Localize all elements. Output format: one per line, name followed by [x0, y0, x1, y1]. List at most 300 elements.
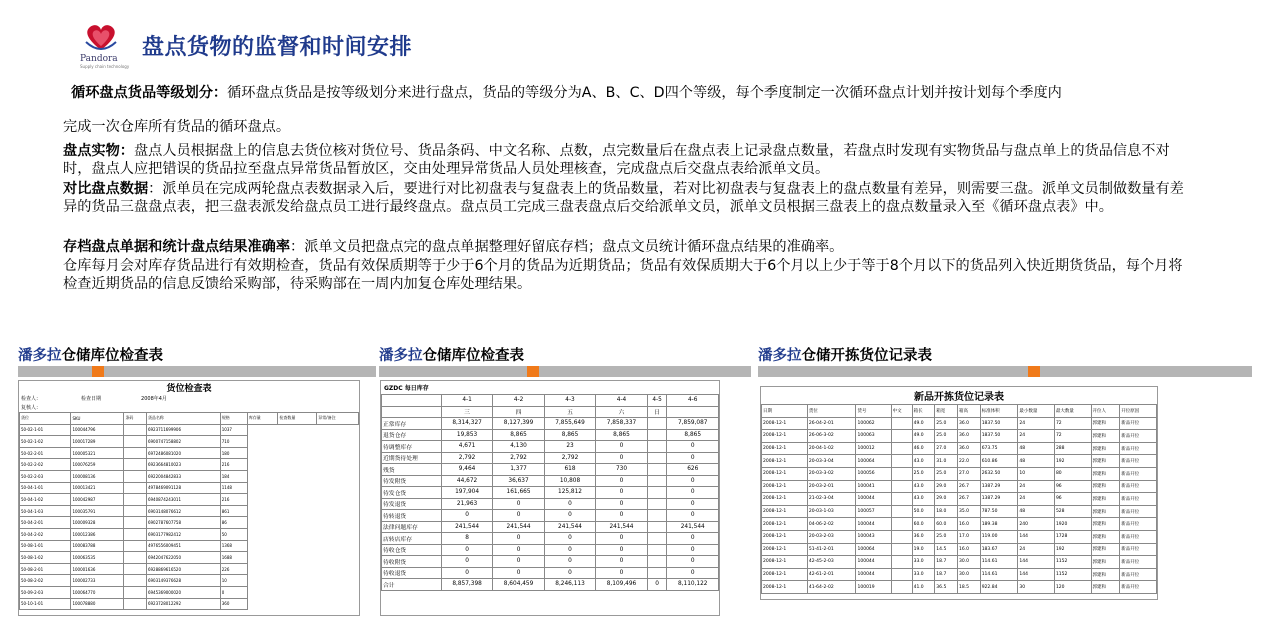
table-cell: 郭建和 — [1091, 581, 1120, 594]
table-cell: 241,544 — [493, 521, 544, 533]
table-cell — [124, 494, 147, 506]
table-cell: 6942047622050 — [146, 552, 220, 564]
table-cell: 1148 — [220, 482, 247, 494]
table-header-cell: 4-4 — [596, 395, 647, 407]
table-cell: 9,464 — [441, 464, 492, 476]
table-cell — [124, 598, 147, 610]
table-cell: 1387.29 — [980, 480, 1018, 493]
table-cell: 50-08-1-02 — [20, 552, 71, 564]
table-cell: 6940874243011 — [146, 494, 220, 506]
table-cell — [891, 556, 912, 569]
table-header-cell: 最小数量 — [1018, 405, 1055, 418]
table-cell: 8,865 — [544, 429, 595, 441]
table-cell: 6928869616520 — [146, 563, 220, 575]
table-cell: 0 — [596, 452, 647, 464]
table-cell: 2008-12-1 — [762, 455, 808, 468]
table-cell: 2632.50 — [980, 467, 1018, 480]
table-cell — [647, 475, 667, 487]
table-row — [382, 475, 719, 487]
table-cell: 新品开位 — [1120, 543, 1157, 556]
table-cell: 19,853 — [441, 429, 492, 441]
table-header-row — [382, 395, 719, 407]
table-cell: 4976556009451 — [146, 540, 220, 552]
table-cell: 待转退货 — [382, 510, 442, 522]
table-cell: 0 — [596, 544, 647, 556]
table-cell: 郭建和 — [1091, 467, 1120, 480]
table-cell: 100012386 — [71, 528, 124, 540]
table-cell: 86 — [220, 517, 247, 529]
table-cell: 0 — [544, 556, 595, 568]
table-header-cell: 货位 — [20, 413, 71, 425]
table-cell: 22.0 — [957, 455, 980, 468]
table-header-cell: 4-1 — [441, 395, 492, 407]
table-header-row — [20, 413, 359, 425]
daily-inventory-table — [381, 394, 719, 591]
doc-title: 新品开拣货位记录表 — [914, 392, 1004, 403]
table-cell: 0 — [596, 556, 647, 568]
table-cell: 50-02-1-02 — [20, 436, 71, 448]
table-cell: 郭建和 — [1091, 568, 1120, 581]
table-cell: 法律问题库存 — [382, 521, 442, 533]
table-cell: 8,604,459 — [493, 579, 544, 591]
table-cell: 100019 — [856, 581, 891, 594]
table-cell: 0 — [493, 544, 544, 556]
table-cell: 35.0 — [957, 505, 980, 518]
table-cell: 528 — [1054, 505, 1091, 518]
table-cell: 60.0 — [912, 518, 935, 531]
table-cell — [647, 498, 667, 510]
table-header-cell: 箱长 — [912, 405, 935, 418]
table-row — [20, 540, 359, 552]
table-cell: 50-04-1-03 — [20, 505, 71, 517]
table-cell: 0 — [667, 510, 719, 522]
label-compare-data: 对比盘点数据 — [63, 181, 149, 197]
paragraph-archive — [63, 238, 1193, 256]
page-title: 盘点货物的监督和时间安排 — [142, 35, 413, 60]
table-cell: 20-03-3-02 — [807, 467, 856, 480]
table-cell: 25.0 — [935, 430, 958, 443]
table-cell: 2008-12-1 — [762, 480, 808, 493]
table-cell: 19.0 — [912, 543, 935, 556]
table-cell — [891, 480, 912, 493]
table-cell: 2008-12-1 — [762, 417, 808, 430]
table-cell: 100078880 — [71, 598, 124, 610]
table-cell: 21,963 — [441, 498, 492, 510]
table-cell: 50-02-2-02 — [20, 459, 71, 471]
table-row — [20, 517, 359, 529]
table-cell: 待调整库存 — [382, 441, 442, 453]
table-cell: 0 — [667, 452, 719, 464]
table-cell: 100044 — [856, 518, 891, 531]
table-cell: 1,377 — [493, 464, 544, 476]
table-cell: 240 — [1018, 518, 1055, 531]
table-cell: 100008136 — [71, 470, 124, 482]
table-cell — [647, 533, 667, 545]
table-cell: 100076259 — [71, 459, 124, 471]
table-cell: 6903177982412 — [146, 528, 220, 540]
table-cell: 192 — [1054, 543, 1091, 556]
table-row — [762, 556, 1157, 569]
table-cell: 100009328 — [71, 517, 124, 529]
table-cell: 新品开位 — [1120, 430, 1157, 443]
table-cell: 50-04-1-01 — [20, 482, 71, 494]
table-cell: 近期货待处理 — [382, 452, 442, 464]
table-cell: 郭建和 — [1091, 505, 1120, 518]
table-cell: 36,637 — [493, 475, 544, 487]
table-header-cell: 中文 — [891, 405, 912, 418]
table-cell: 100035791 — [71, 505, 124, 517]
table-cell: 180 — [220, 447, 247, 459]
table-header-cell: 日 — [647, 406, 667, 418]
table-cell: 4,130 — [493, 441, 544, 453]
table-cell: 114.61 — [980, 568, 1018, 581]
brand-name: 潘多拉 — [758, 348, 802, 364]
table-row — [20, 575, 359, 587]
table-cell: 郭建和 — [1091, 417, 1120, 430]
table-cell: 100063 — [856, 430, 891, 443]
table-cell: 6922004842833 — [146, 470, 220, 482]
table-cell: 100001636 — [71, 563, 124, 575]
table-cell: 新品开位 — [1120, 455, 1157, 468]
table-header-cell: 日期 — [762, 405, 808, 418]
table-cell: 2,792 — [493, 452, 544, 464]
table-row — [382, 567, 719, 579]
new-pick-bin-table — [761, 404, 1157, 594]
table-cell: 100042987 — [71, 494, 124, 506]
label-cycle-count-grading: 循环盘点货品等级划分： — [71, 85, 228, 101]
table-header-row — [762, 405, 1157, 418]
table-cell: 100002733 — [71, 575, 124, 587]
table-cell: 50-08-1-01 — [20, 540, 71, 552]
table-cell: 50-04-1-02 — [20, 494, 71, 506]
table-cell: 360 — [220, 598, 247, 610]
table-cell — [647, 418, 667, 430]
table-cell: 25.0 — [935, 530, 958, 543]
meta-checker: 检查人： — [21, 396, 42, 402]
table-cell: 待发仓货 — [382, 487, 442, 499]
table-cell: 正常库存 — [382, 418, 442, 430]
table-cell: 50-02-2-01 — [20, 447, 71, 459]
table-cell: 241,544 — [441, 521, 492, 533]
table-cell: 18.7 — [935, 556, 958, 569]
table-cell: 2008-12-1 — [762, 430, 808, 443]
table-cell: 48 — [1018, 455, 1055, 468]
table-cell: 144 — [1018, 568, 1055, 581]
table-cell: 6972486081020 — [146, 447, 220, 459]
table-cell: 8,110,122 — [667, 579, 719, 591]
table-cell: 100044 — [856, 556, 891, 569]
table-cell: 18.7 — [935, 568, 958, 581]
table-cell: 25.0 — [912, 467, 935, 480]
table-row — [382, 498, 719, 510]
table-cell: 1837.50 — [980, 430, 1018, 443]
table-row — [20, 552, 359, 564]
table-cell — [647, 464, 667, 476]
table-cell: 288 — [1054, 442, 1091, 455]
table-cell: 241,544 — [544, 521, 595, 533]
table-row — [762, 467, 1157, 480]
table-cell: 10 — [1018, 467, 1055, 480]
table-cell: 0 — [544, 498, 595, 510]
table-header-cell: 4-6 — [667, 395, 719, 407]
table-cell: 郭建和 — [1091, 543, 1120, 556]
table-row — [762, 581, 1157, 594]
table-cell — [124, 459, 147, 471]
table-cell: 新品开位 — [1120, 518, 1157, 531]
logo-name: Pandora — [80, 54, 118, 64]
table-header-cell: SKU — [71, 413, 124, 425]
table-cell: 郭建和 — [1091, 480, 1120, 493]
table-cell: 24 — [1018, 417, 1055, 430]
table-cell: 50.0 — [912, 505, 935, 518]
table-cell: 20-03-3-04 — [807, 455, 856, 468]
table-cell: 0 — [667, 475, 719, 487]
table-header-cell: 库存量 — [247, 413, 278, 425]
table-cell: 100063535 — [71, 552, 124, 564]
table-cell — [647, 452, 667, 464]
section-title: 仓储开拣货位记录表 — [801, 348, 932, 364]
table-row — [382, 429, 719, 441]
table-cell: 50-09-2-03 — [20, 586, 71, 598]
table-cell: 673.75 — [980, 442, 1018, 455]
table-row — [20, 505, 359, 517]
table-cell — [647, 556, 667, 568]
table-cell: 50-02-1-01 — [20, 424, 71, 436]
table-cell: 24 — [1018, 543, 1055, 556]
table-header-cell — [667, 406, 719, 418]
table-cell: 合计 — [382, 579, 442, 591]
table-cell: 待收仓货 — [382, 544, 442, 556]
table-row — [20, 459, 359, 471]
table-cell: 44,672 — [441, 475, 492, 487]
table-cell: 7,858,337 — [596, 418, 647, 430]
table-row — [20, 586, 359, 598]
table-cell: 26-04-2-01 — [807, 417, 856, 430]
table-cell: 0 — [596, 441, 647, 453]
table-cell: 郭建和 — [1091, 442, 1120, 455]
table-cell — [124, 540, 147, 552]
table-cell: 46.0 — [912, 442, 935, 455]
table-cell: 2,792 — [441, 452, 492, 464]
table-cell: 96 — [1054, 480, 1091, 493]
table-cell: 8,865 — [596, 429, 647, 441]
table-cell: 2008-12-1 — [762, 556, 808, 569]
table-cell: 新品开位 — [1120, 581, 1157, 594]
table-cell: 0 — [596, 510, 647, 522]
label-archive: 存档盘点单据和统计盘点结果准确率 — [63, 239, 291, 255]
table-header-cell: 检查数量 — [278, 413, 317, 425]
table-cell — [891, 455, 912, 468]
table-row — [20, 470, 359, 482]
table-cell: 1920 — [1054, 518, 1091, 531]
table-cell: 新品开位 — [1120, 417, 1157, 430]
logo-subtitle: Supply chain technology — [80, 64, 130, 69]
table-cell: 100062 — [856, 417, 891, 430]
table-cell: 189.38 — [980, 518, 1018, 531]
table-cell — [124, 517, 147, 529]
table-cell: 100041 — [856, 480, 891, 493]
table-cell — [891, 505, 912, 518]
table-cell: 0 — [544, 544, 595, 556]
section-divider-3 — [758, 366, 1252, 377]
table-row — [382, 418, 719, 430]
table-header-cell: 开位原因 — [1120, 405, 1157, 418]
table-row — [382, 521, 719, 533]
bin-check-table — [19, 412, 359, 610]
meta-date: 2008年4月 — [141, 396, 167, 402]
table-cell — [124, 552, 147, 564]
table-cell: 36.0 — [957, 417, 980, 430]
table-cell: 0 — [544, 567, 595, 579]
table-cell — [382, 395, 442, 407]
table-header-cell: 4-3 — [544, 395, 595, 407]
table-header-cell: 异常/备注 — [317, 413, 359, 425]
table-cell: 26-06-3-02 — [807, 430, 856, 443]
paragraph-compare-data — [63, 180, 1193, 217]
table-header-cell: 箱宽 — [935, 405, 958, 418]
table-row — [762, 455, 1157, 468]
meta-date-label: 检查日期 — [81, 396, 102, 402]
table-cell: 120 — [1054, 581, 1091, 594]
table-cell: 待发退货 — [382, 498, 442, 510]
table-header-cell: 4-2 — [493, 395, 544, 407]
paragraph-cycle-count-cont: 完成一次仓库所有货品的循环盘点。 — [63, 119, 291, 135]
brand-name: 潘多拉 — [18, 348, 62, 364]
table-cell: 50-04-2-02 — [20, 528, 71, 540]
table-cell: 72 — [1054, 430, 1091, 443]
table-cell — [891, 568, 912, 581]
table-row — [382, 441, 719, 453]
table-cell: 114.61 — [980, 556, 1018, 569]
table-cell: 26.7 — [957, 493, 980, 506]
table-cell: 4978469091128 — [146, 482, 220, 494]
table-cell: 100057 — [856, 505, 891, 518]
table-cell: 新品开位 — [1120, 568, 1157, 581]
table-row — [382, 452, 719, 464]
table-cell: 36.5 — [935, 581, 958, 594]
table-cell: 30.0 — [957, 568, 980, 581]
table-cell — [124, 528, 147, 540]
doc-meta — [19, 394, 359, 403]
table-header-cell: 箱高 — [957, 405, 980, 418]
table-row — [382, 510, 719, 522]
table-cell: 2008-12-1 — [762, 568, 808, 581]
table-cell: 0 — [596, 487, 647, 499]
table-cell: 0 — [667, 487, 719, 499]
table-cell: 49.0 — [912, 430, 935, 443]
table-cell: 20-03-2-03 — [807, 530, 856, 543]
table-cell — [124, 470, 147, 482]
table-cell: 197,904 — [441, 487, 492, 499]
table-cell — [647, 544, 667, 556]
table-cell: 8,246,113 — [544, 579, 595, 591]
table-cell: 50-02-2-03 — [20, 470, 71, 482]
section-title: 仓储库位检查表 — [422, 348, 524, 364]
table-cell — [647, 487, 667, 499]
table-cell: 119.00 — [980, 530, 1018, 543]
table-header-cell: 货位 — [807, 405, 856, 418]
accent-block — [92, 366, 104, 377]
table-cell: 2008-12-1 — [762, 543, 808, 556]
table-cell: 33.0 — [912, 568, 935, 581]
table-row — [762, 442, 1157, 455]
table-cell: 0 — [493, 533, 544, 545]
table-cell: 100017289 — [71, 436, 124, 448]
table-cell: 1387.29 — [980, 493, 1018, 506]
table-header-cell: 五 — [544, 406, 595, 418]
table-cell: 0 — [667, 533, 719, 545]
table-cell — [647, 510, 667, 522]
table-cell: 43.0 — [912, 493, 935, 506]
table-cell: 店转店库存 — [382, 533, 442, 545]
table-cell: 710 — [220, 436, 247, 448]
table-cell: 8,865 — [667, 429, 719, 441]
table-cell — [124, 436, 147, 448]
table-cell: 10 — [220, 575, 247, 587]
table-cell: 20-03-1-03 — [807, 505, 856, 518]
table-cell — [647, 429, 667, 441]
table-cell: 43.0 — [912, 480, 935, 493]
table-cell: 80 — [1054, 467, 1091, 480]
table-cell: 100005321 — [71, 447, 124, 459]
table-cell: 36.0 — [957, 430, 980, 443]
table-cell: 6923664810023 — [146, 459, 220, 471]
table-cell: 0 — [493, 556, 544, 568]
table-cell: 0 — [596, 567, 647, 579]
table-cell: 0 — [596, 498, 647, 510]
table-row — [762, 417, 1157, 430]
section-divider-2 — [379, 366, 751, 377]
table-cell: 6923728012292 — [146, 598, 220, 610]
table-cell: 618 — [544, 464, 595, 476]
table-cell — [891, 493, 912, 506]
table-cell — [891, 581, 912, 594]
table-cell: 43.0 — [912, 455, 935, 468]
table-cell: 27.0 — [935, 442, 958, 455]
table-cell: 42-45-2-03 — [807, 556, 856, 569]
table-cell: 24 — [1018, 430, 1055, 443]
table-cell: 0 — [493, 567, 544, 579]
table-header-cell: 标准体积 — [980, 405, 1018, 418]
table-cell: 183.67 — [980, 543, 1018, 556]
table-row — [20, 528, 359, 540]
table-cell: 0 — [647, 579, 667, 591]
section-heading-2 — [379, 344, 524, 365]
table-cell: 8 — [441, 533, 492, 545]
text-archive: ：派单文员把盘点完的盘点单据整理好留底存档；盘点文员统计循环盘点结果的准确率。 — [290, 239, 844, 255]
paragraph-cycle-count-grading — [63, 84, 1213, 102]
table-cell: 18.0 — [935, 505, 958, 518]
table-cell: 50-04-2-01 — [20, 517, 71, 529]
table-cell: 14.5 — [935, 543, 958, 556]
table-row — [20, 424, 359, 436]
table-cell: 新品开位 — [1120, 556, 1157, 569]
table-cell: 100064770 — [71, 586, 124, 598]
table-header-cell: 最大数量 — [1054, 405, 1091, 418]
table-cell — [891, 467, 912, 480]
table-cell — [891, 530, 912, 543]
table-cell: 33.0 — [912, 556, 935, 569]
table-cell: 2008-12-1 — [762, 442, 808, 455]
doc-title: GZDC 每日库存 — [384, 385, 429, 392]
section-heading-1 — [18, 344, 163, 365]
table-cell: 郭建和 — [1091, 493, 1120, 506]
table-cell: 27.0 — [957, 467, 980, 480]
table-row — [382, 579, 719, 591]
table-cell — [124, 505, 147, 517]
table-cell: 新品开位 — [1120, 480, 1157, 493]
table-row — [762, 493, 1157, 506]
